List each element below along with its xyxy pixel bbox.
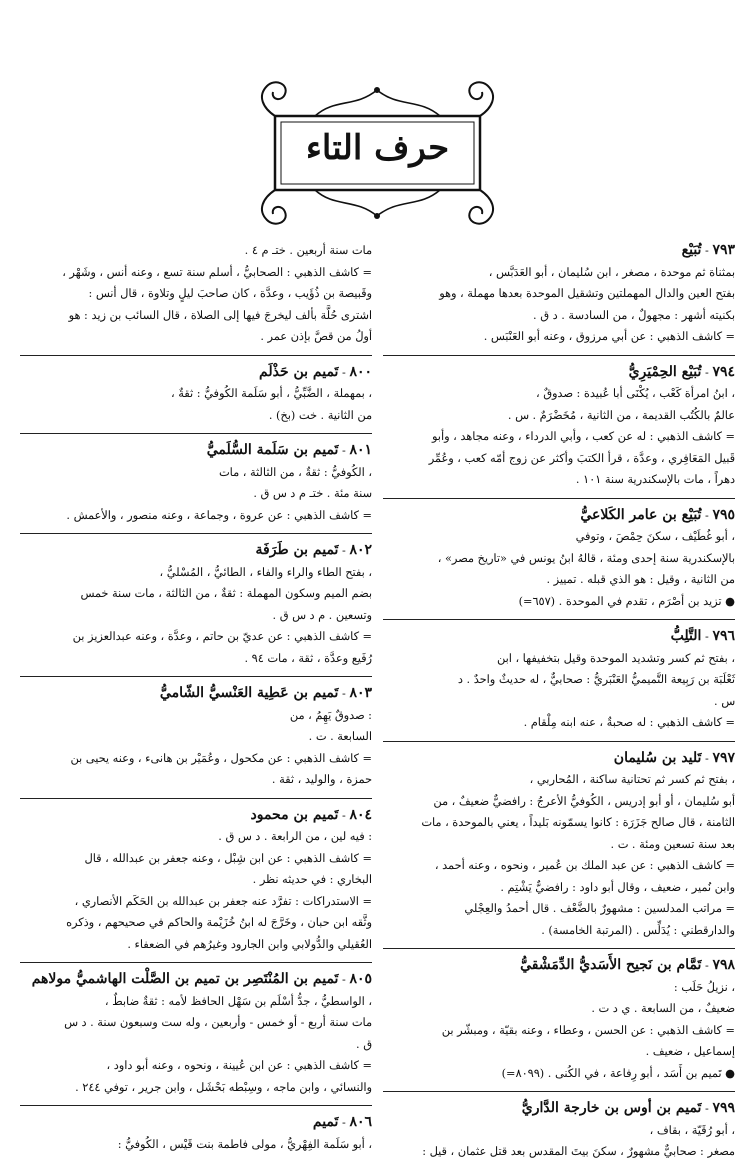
- entry-number: ٧٩٦: [712, 628, 735, 644]
- entry-name: تَميم بن عَطِية العَنْسيُّ الشّاميُّ: [159, 685, 339, 701]
- entry-text-line: مات سنة أربع - أو خمس - وأربعين ، وله ست وسبعون سنة . د س: [64, 1016, 372, 1029]
- entry-text-line: العُقيلي والدُّولابي وابن الجارود وغيرُهم في الضعفاء .: [127, 937, 372, 951]
- entry-text-line: الثامنة ، قال صالح جَزَرَة : كانوا يسمّونه بَليداً ، يعني بالموحدة ، مات: [421, 816, 735, 829]
- entry-text-line: قَبيل المَعَافِري ، وعدَّة ، قرأ الكتبَ وأكثر عن زوج أمّه كعب ، وعُمِّر: [428, 451, 735, 465]
- entry-text-line: ، الكُوفيُّ : ثقةٌ ، من الثالثة ، مات: [219, 465, 372, 479]
- entry-heading-line: ٨٠٦ - تَميم: [312, 1114, 372, 1130]
- entry-name: تُبَيْع الحِمْيَرِيُّ: [628, 363, 702, 380]
- entry-text-line: سنة مئة . ختـ م د س ق .: [253, 487, 372, 500]
- entry-text-line: ، بفتح ثم كسر ثم تحتانية ساكنة ، المُحاربي ،: [529, 773, 735, 786]
- entry-text-line: = كاشف الذهبي : عن أبي مرزوق ، وعنه أبو العَنْبَس .: [483, 330, 735, 343]
- entry-separator: [383, 498, 735, 499]
- entry-text-line: ، بفتح الطاء والراء والفاء ، الطائيُّ ، المُسْليُّ ،: [159, 565, 372, 579]
- entry-separator: [20, 355, 372, 356]
- entry-text-line: ، أبو سَلَمة الفِهْريُّ ، مولى فاطمة بنت قَيْس ، الكُوفيُّ :: [117, 1137, 372, 1151]
- entry-heading-line: ٨٠٢ - تَميم بن طَرَفَة: [255, 542, 372, 558]
- entry-separator: [383, 1091, 735, 1092]
- entry-name: تَميم: [312, 1114, 339, 1130]
- entry-number: ٧٩٥: [712, 506, 735, 523]
- entry-heading-line: ٧٩٥ - تُبَيْع بن عامر الكَلاعيُّ: [580, 506, 735, 523]
- entry-text-line: = كاشف الذهبي : الصحابيُّ ، أسلم سنة تسع ، وعنه أنس ، وشَهْر ،: [62, 265, 372, 279]
- entry-name: تَميم بن سَلَمة السُّلَميُّ: [206, 442, 339, 458]
- entry-text-line: أولُ من قصَّ بإذن عمر .: [260, 330, 372, 343]
- entry-text-line: = كاشف الذهبي : عن عروة ، وجماعة ، وعنه منصور ، والأعمش .: [66, 508, 372, 522]
- entry-heading-line: ٨٠٠ - تَميم بن حَذْلَم: [259, 363, 372, 380]
- biography-entry: [20, 1112, 372, 1155]
- entry-text-line: : فيه لين ، من الرابعة . د س ق .: [218, 830, 372, 843]
- entry-text-line: دهراً ، مات بالإسكندرية سنة ١٠١ .: [575, 473, 735, 486]
- entry-number: ٨٠٢: [349, 542, 372, 558]
- entry-name: تُبَيْع: [681, 242, 702, 258]
- entry-text-line: : صدوقٌ يَهِمُ ، من: [289, 708, 372, 722]
- entry-number: ٨٠٥: [349, 971, 372, 987]
- entry-text-line: ، بمهملة ، الضَّبِّيُّ ، أبو سَلَمة الكُوفيُّ : ثقةٌ ،: [170, 387, 372, 400]
- entry-heading-line: ٨٠١ - تَميم بن سَلَمة السُّلَميُّ: [206, 442, 372, 458]
- entry-text-line: ، بفتح ثم كسر وتشديد الموحدة وقيل بتخفيفها ، ابن: [496, 651, 735, 665]
- entry-text-line: مات سنة أربعين . ختـ م ٤ .: [244, 244, 372, 257]
- entry-text-line: من الثانية ، وقيل : هو الذي قبله . تمييز .: [546, 573, 735, 586]
- entry-text-line: ثَعْلَبَة بن رَبِيعة التَّميميُّ العَنْبَريُّ : صحابيٌّ ، له حديثٌ واحدٌ . د: [457, 673, 735, 686]
- entry-text-line: ، أبو رُقَيّة ، بقاف ،: [649, 1123, 735, 1137]
- entry-heading-line: ٧٩٩ - تَميم بن أوس بن خارجة الدَّاريُّ: [521, 1100, 735, 1116]
- right-column: [383, 240, 735, 1158]
- entry-text-line: ق .: [356, 1037, 372, 1051]
- biography-entry: [20, 240, 372, 348]
- entry-name: تَميم بن المُنْتَصِر بن تميم بن الصَّلْت الهاشميُّ مولاهم: [31, 971, 339, 987]
- left-column: [20, 240, 372, 1151]
- entry-text-line: = كاشف الذهبي : له صحبةٌ ، عنه ابنه مِلْقام .: [523, 716, 735, 729]
- biography-entry: [20, 440, 372, 526]
- entry-text-line: = كاشف الذهبي : عن الحسن ، وعطاء ، وعنه بقيّة ، ومبشّر بن: [441, 1023, 735, 1037]
- entry-text-line: وقَبيصة بن ذُؤَيب ، وعدَّة ، كان صاحبَ ليلٍ وتلاوة ، قال أنس :: [88, 287, 372, 300]
- entry-separator: [20, 798, 372, 799]
- entry-text-line: مصغر : صحابيٌّ مشهورٌ ، سكنَ بيتَ المقدس بعد قتل عثمان ، قيل :: [422, 1145, 735, 1158]
- entry-separator: [383, 741, 735, 742]
- biography-entry: [383, 626, 735, 734]
- entry-text-line: ضعيفٌ ، من السابعة . ي د ت .: [591, 1002, 735, 1015]
- biography-entry: [383, 1098, 735, 1163]
- entry-text-line: أبو سُليمان ، أو أبو إدريس ، الكُوفيُّ الأعرجُ : رافضيٌّ ضعيفٌ ، من: [433, 794, 735, 808]
- entry-heading-line: ٧٩٤ - تُبَيْع الحِمْيَرِيُّ: [628, 363, 735, 380]
- entry-text-line: = كاشف الذهبي : عن مكحول ، وعُمَيْر بن هانىء ، وعنه يحيى بن: [70, 751, 372, 765]
- entry-separator: [383, 619, 735, 620]
- entry-text-line: ● تزيد بن أصْرَم ، تقدم في الموحدة . (٦٥٧=): [518, 594, 735, 608]
- entry-number: ٧٩٣: [712, 242, 735, 258]
- entry-number: ٧٩٧: [712, 749, 735, 766]
- entry-number: ٧٩٨: [712, 957, 735, 973]
- biography-entry: [383, 748, 735, 942]
- entry-name: تَميم بن محمود: [250, 806, 339, 823]
- entry-text-line: ، الواسطيُّ ، جدُّ أسْلَم بن سَهْل الحافظ لأمه : ثقةٌ ضابطٌ ،: [104, 994, 372, 1008]
- entry-name: تَميم بن أوس بن خارجة الدَّاريُّ: [521, 1100, 702, 1116]
- entry-text-line: والدارقطني : يُدَلِّس . (المرتبة الخامسة) .: [541, 923, 735, 937]
- entry-text-line: ، أبو غُطَيْف ، سكنَ حِمْصَ ، وتوفي: [575, 530, 735, 543]
- entry-number: ٨٠٤: [349, 806, 372, 823]
- entry-text-line: بفتح العين والدال المهملتين وتشقيل الموحدة بعدها مهملة ، وهو: [439, 287, 735, 300]
- entry-heading-line: ٨٠٣ - تَميم بن عَطِية العَنْسيُّ الشّاميُّ: [159, 685, 372, 701]
- biography-entry: [383, 505, 735, 613]
- entry-text-line: ، نزيلُ حَلَب :: [673, 980, 735, 994]
- entry-text-line: = كاشف الذهبي : عن ابن شِبْل ، وعنه جعفر بن عبدالله ، قال: [84, 851, 372, 865]
- entry-text-line: = كاشف الذهبي : عن ابن عُيينة ، ونحوه ، وعنه أبو داود ،: [106, 1059, 372, 1072]
- entry-separator: [383, 355, 735, 356]
- entry-text-line: حمزة ، والوليد ، ثقة .: [271, 773, 372, 786]
- entry-separator: [20, 676, 372, 677]
- entry-text-line: البخاري : في حديثه نظر .: [252, 873, 372, 886]
- entry-text-line: بالإسكندرية سنة إحدى ومئة ، قالهُ ابنُ يونس في «تاريخ مصر» ،: [437, 551, 735, 565]
- entry-text-line: ، ابنُ امرأة كَعْب ، يُكْنَى أبا عُبيدة : صدوقٌ ،: [535, 387, 735, 400]
- entry-text-line: من الثانية . خت (بخ) .: [268, 408, 372, 422]
- biography-entry: [383, 955, 735, 1084]
- entry-name: تَميم بن حَذْلَم: [259, 363, 339, 380]
- chapter-title: حرف التاء: [305, 128, 450, 168]
- entry-text-line: ● تَميم بن أَسَد ، أبو رِفاعة ، في الكُنى . (٨٠٩٩=): [501, 1066, 735, 1080]
- entry-separator: [20, 1105, 372, 1106]
- entry-text-line: بضم الميم وسكون المهملة : ثقةٌ ، من الثالثة ، مات سنة خمس: [80, 587, 372, 600]
- entry-separator: [20, 433, 372, 434]
- entry-name: تَمَّام بن نَجيح الأَسَديُّ الدِّمَشْقيُّ: [520, 957, 702, 973]
- entry-separator: [20, 962, 372, 963]
- entry-heading-line: ٧٩٣ - تُبَيْع: [681, 242, 735, 258]
- entry-text-line: = مراتب المدلسين : مشهورٌ بالضَّعْف . قال أحمدُ والعِجْلي: [464, 902, 735, 915]
- biography-entry: [383, 240, 735, 348]
- entry-text-line: وثَّقه ابن حبان ، وخَرَّجَ له ابنُ خُزَيْمة والحاكم في صحيحهم ، وذكره: [66, 916, 372, 929]
- entry-text-line: = كاشف الذهبي : له عن كعب ، وأبي الدرداء ، وعنه مجاهد ، وأبو: [431, 430, 735, 443]
- entry-name: تَليد بن سُليمان: [613, 749, 702, 766]
- entry-name: تَميم بن طَرَفَة: [255, 542, 339, 558]
- entry-text-line: السابعة . ت .: [308, 730, 372, 743]
- entry-heading-line: ٧٩٦ - التَّلِبُّ: [670, 628, 735, 644]
- entry-heading-line: ٧٩٧ - تَليد بن سُليمان: [613, 749, 735, 766]
- entry-text-line: بكنيته أشهر : مجهولٌ ، من السادسة . د ق .: [533, 308, 735, 322]
- biography-entry: [20, 683, 372, 791]
- entry-text-line: بعد سنة تسعين ومئة . ت .: [610, 837, 735, 851]
- entry-text-line: والنسائي ، وابن ماجه ، وسِبْطه بَحْشَل ، وابن جرير ، توفي ٢٤٤ .: [75, 1080, 372, 1094]
- entry-text-line: وابن نُمير ، ضعيف ، وقال أبو داود : رافضيٌّ يَشْتِم .: [500, 880, 735, 894]
- entry-heading-line: ٨٠٥ - تَميم بن المُنْتَصِر بن تميم بن الصَّلْت الهاشميُّ مولاهم: [31, 971, 372, 987]
- entry-text-line: = كاشف الذهبي : عن عديّ بن حاتم ، وعدَّة ، وعنه عبدالعزيز بن: [72, 630, 372, 643]
- entry-number: ٨٠١: [349, 442, 372, 458]
- entry-text-line: إسماعيل ، ضعيف .: [645, 1045, 735, 1058]
- entry-text-line: اشترى حُلَّة بألف ليخرجَ فيها إلى الصلاة ، قال السائب بن زيد : هو: [68, 308, 372, 322]
- entry-name: تُبَيْع بن عامر الكَلاعيُّ: [580, 506, 702, 523]
- entry-separator: [20, 533, 372, 534]
- entry-number: ٧٩٤: [712, 363, 735, 380]
- biography-entry: [20, 362, 372, 427]
- entry-text-line: رُفَيع وعدَّة ، ثقة ، مات ٩٤ .: [244, 651, 372, 665]
- entry-heading-line: ٨٠٤ - تَميم بن محمود: [250, 806, 372, 823]
- entry-name: التَّلِبُّ: [670, 628, 702, 644]
- biography-entry: [20, 540, 372, 669]
- entry-text-line: = كاشف الذهبي : عن عبد الملك بن عُمير ، ونحوه ، وعنه أحمد ،: [434, 859, 735, 872]
- entry-number: ٨٠٣: [349, 685, 372, 701]
- biography-entry: [20, 969, 372, 1098]
- entry-heading-line: ٧٩٨ - تَمَّام بن نَجيح الأَسَديُّ الدِّمَشْقيُّ: [520, 957, 735, 973]
- entry-text-line: س .: [714, 694, 735, 708]
- entry-number: ٨٠٠: [349, 363, 372, 380]
- entry-text-line: = الاستدراكات : تفرَّد عنه جعفر بن عبدالله بن الحَكَم الأنصاري ،: [74, 894, 372, 908]
- entry-number: ٧٩٩: [712, 1100, 735, 1116]
- entry-text-line: وتسعين . م د س ق .: [272, 608, 372, 622]
- biography-entry: [383, 362, 735, 491]
- entry-separator: [383, 948, 735, 949]
- entry-text-line: عالمٌ بالكُتُب القديمة ، من الثانية ، مُخَضْرَمٌ . س .: [507, 408, 735, 422]
- biography-entry: [20, 805, 372, 956]
- entry-number: ٨٠٦: [349, 1114, 372, 1130]
- entry-text-line: بمثناة ثم موحدة ، مصغر ، ابن سُليمان ، أبو العَدَبَّس ،: [488, 265, 735, 279]
